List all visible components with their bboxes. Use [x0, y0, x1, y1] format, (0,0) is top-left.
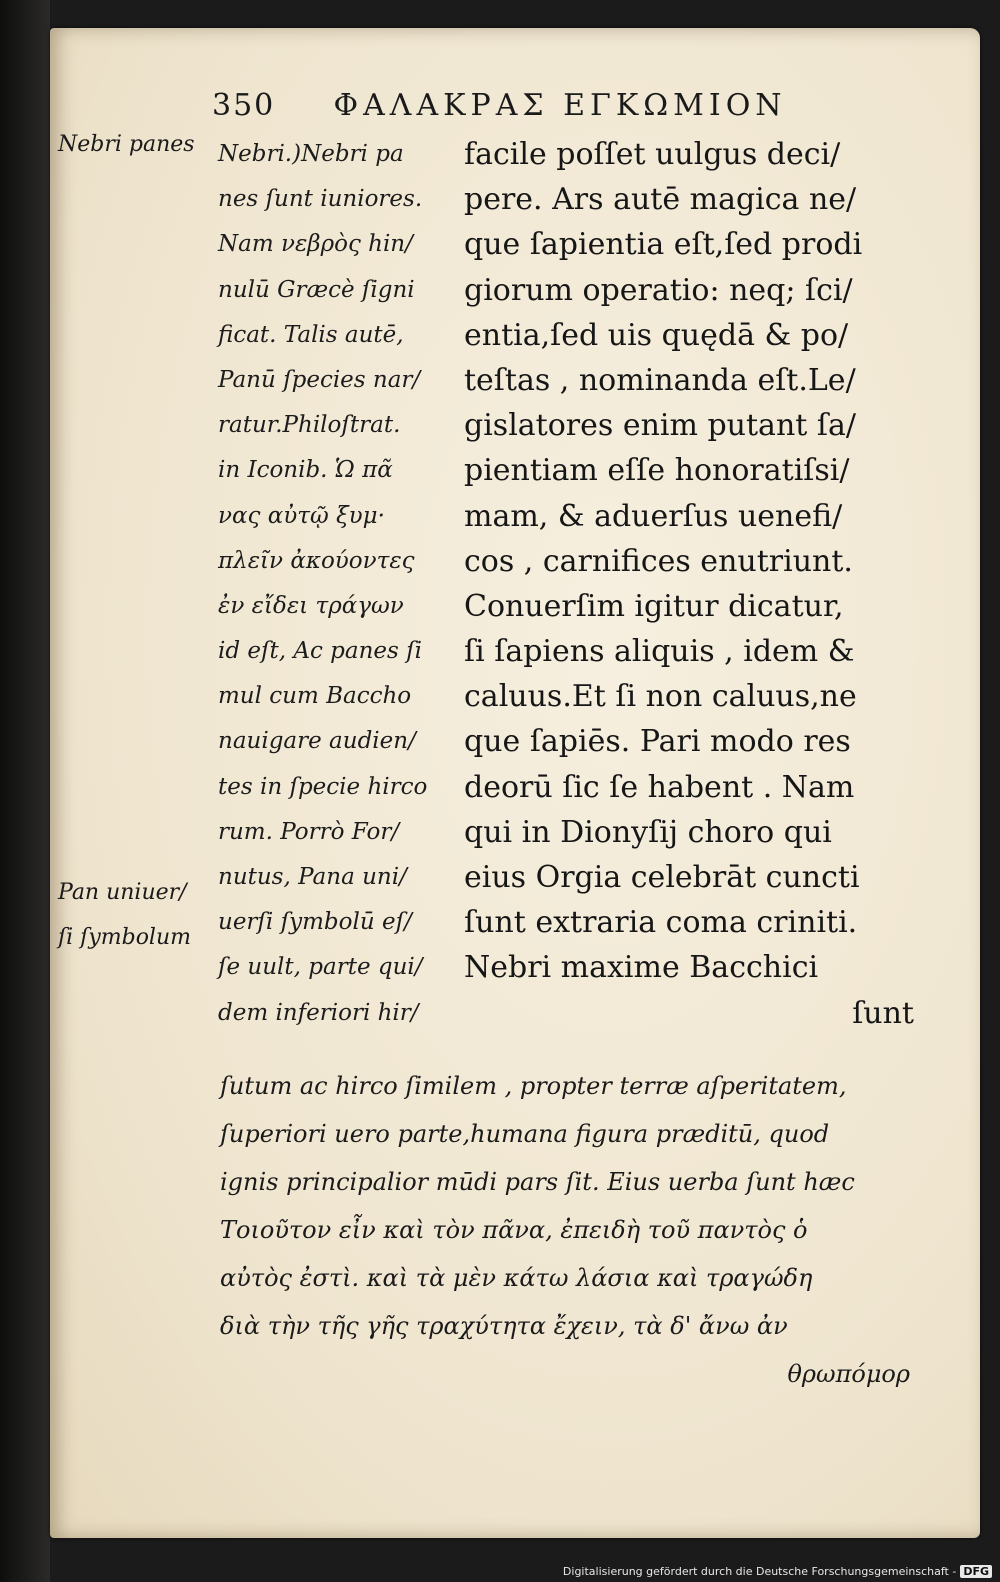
gloss-line: ratur.Philoſtrat. — [218, 412, 401, 439]
gloss-line: πλεῖν ἀκούοντες — [218, 547, 415, 574]
main-line: teſtas , nominanda eſt.Le/ — [464, 362, 856, 398]
main-line: caluus.Et ſi non caluus,ne — [464, 679, 857, 715]
main-line: gislatores enim putant ſa/ — [464, 408, 856, 444]
gloss-line: in Iconib. Ὡ πᾶ — [218, 457, 393, 484]
margin-note: Nebri panes — [58, 132, 195, 157]
main-line: Nebri maxime Bacchici — [464, 950, 819, 986]
gloss-line: Nam νεβρὸς hin/ — [218, 231, 413, 258]
gloss-line: ἐν εἴδει τράγων — [218, 592, 404, 619]
main-line: Conuerſim igitur dicatur, — [464, 588, 844, 624]
main-line: que ſapiēs. Pari modo res — [464, 724, 851, 760]
gloss-line: Nebri.)Nebri pa — [218, 141, 404, 167]
gloss-line: nauigare audien/ — [218, 728, 416, 755]
bottom-commentary — [220, 1062, 920, 1398]
margin-note: ſi ſymbolum — [58, 925, 191, 950]
main-line: qui in Dionyſij choro qui — [464, 814, 832, 850]
main-line: facile poſſet uulgus deci/ — [464, 137, 841, 172]
bottom-line: Τοιοῦτον εἶν καὶ τὸν πᾶνα, ἐπειδὴ τοῦ παντὸς ὁ — [220, 1216, 808, 1244]
gloss-line: νας αὐτῷ ξυμ· — [218, 502, 385, 529]
gloss-line: nutus, Pana uni/ — [218, 864, 407, 890]
main-line: eius Orgia celebrāt cuncti — [464, 860, 860, 895]
main-line: giorum operatio: neq; ſci/ — [464, 272, 853, 308]
main-line: mam, & aduerſus uenefi/ — [464, 498, 843, 534]
bottom-line: αὐτὸς ἐστὶ. καὶ τὰ μὲν κάτω λάσια καὶ τραγώδη — [220, 1264, 813, 1292]
gloss-line: ficat. Talis autē, — [218, 321, 404, 348]
main-line: ſi ſapiens aliquis , idem & — [464, 634, 855, 670]
page-number: 350 — [212, 88, 276, 123]
gloss-line: rum. Porrò For/ — [218, 818, 400, 845]
main-line: cos , carnifices enutriunt. — [464, 543, 853, 579]
gloss-line: nes ſunt iuniores. — [218, 186, 423, 213]
gloss-line: tes in ſpecie hirco — [218, 773, 428, 800]
main-line: que ſapientia eſt,ſed prodi — [464, 227, 863, 263]
main-line: deorū ſic ſe habent . Nam — [464, 769, 855, 805]
bottom-line: διὰ τὴν τῆς γῆς τραχύτητα ἔχειν, τὰ δ' ἄνω ἀν — [220, 1312, 788, 1340]
main-line: pientiam eſſe honoratiſsi/ — [464, 453, 850, 489]
bottom-line: ſuperiori uero parte,humana figura præditū, quod — [220, 1120, 830, 1148]
gloss-line: dem inferiori hir/ — [218, 999, 419, 1026]
gloss-line: uerſi ſymbolū eſ/ — [218, 909, 412, 936]
bottom-line: ignis principalior mūdi pars ſit. Eius uerba ſunt hæc — [220, 1168, 855, 1196]
gloss-line: id eſt, Ac panes ſi — [218, 638, 423, 665]
gloss-line: mul cum Baccho — [218, 683, 412, 710]
page-header — [212, 88, 852, 123]
main-line: ſunt — [852, 995, 914, 1031]
main-line: entia,ſed uis quędā & po/ — [464, 317, 849, 353]
running-title: ΦΑΛΑΚΡΑΣ ΕΓΚΩΜΙΟΝ — [333, 88, 787, 123]
bottom-line: θρωπόμορ — [787, 1360, 910, 1388]
commentary-column — [218, 132, 458, 1036]
dfg-logo: DFG — [960, 1565, 992, 1578]
digitization-footer — [563, 1565, 992, 1578]
main-line: pere. Ars autē magica ne/ — [464, 182, 857, 218]
main-text-column — [464, 132, 914, 1036]
gloss-line: ſe uult, parte qui/ — [218, 954, 423, 981]
gloss-line: Panū ſpecies nar/ — [218, 366, 421, 393]
bottom-line: ſutum ac hirco ſimilem , propter terræ aſperitatem, — [220, 1072, 847, 1100]
gloss-line: nulū Græcè ſigni — [218, 276, 415, 303]
book-gutter — [0, 0, 50, 1582]
footer-text: Digitalisierung gefördert durch die Deutsche Forschungsgemeinschaft - — [562, 1565, 957, 1578]
main-line: ſunt extraria coma criniti. — [464, 905, 858, 941]
margin-note: Pan uniuer/ — [58, 880, 187, 905]
